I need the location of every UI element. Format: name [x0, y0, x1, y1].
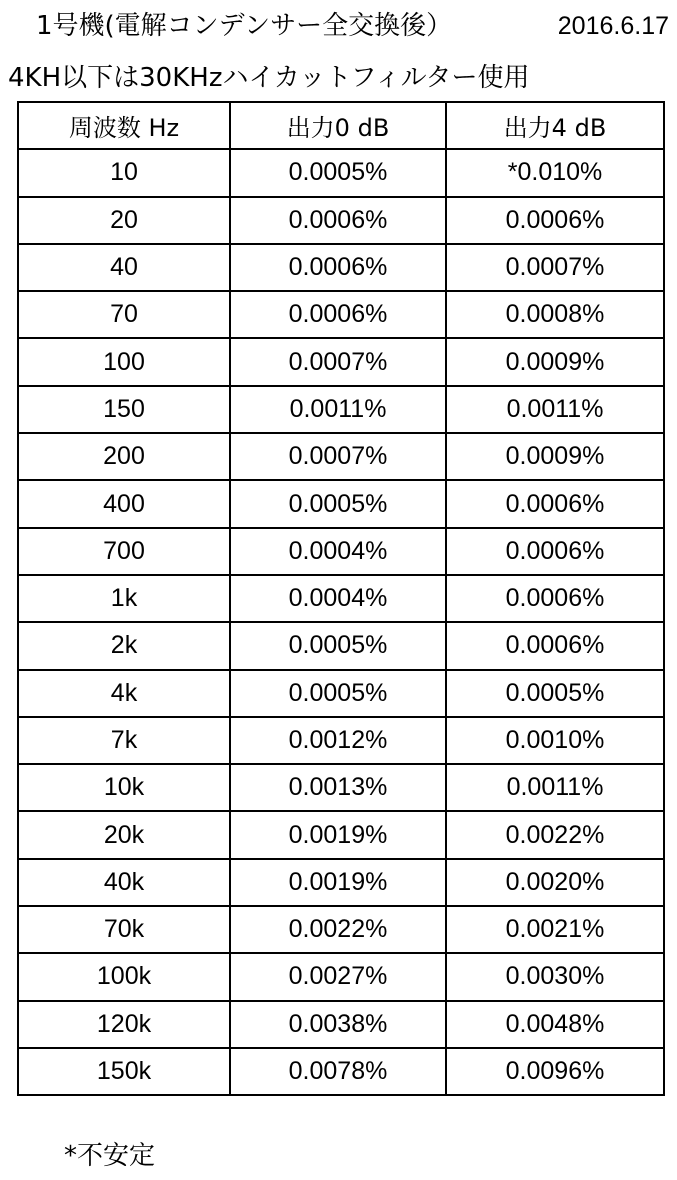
cell-output-0db: 0.0038%	[230, 1001, 446, 1048]
table-row	[18, 1001, 664, 1048]
cell-output-4db: 0.0006%	[446, 197, 664, 244]
cell-output-4db: 0.0006%	[446, 528, 664, 575]
cell-output-0db: 0.0005%	[230, 149, 446, 196]
table-row	[18, 338, 664, 385]
cell-output-4db: 0.0011%	[446, 764, 664, 811]
cell-output-0db: 0.0022%	[230, 906, 446, 953]
cell-output-4db: 0.0009%	[446, 433, 664, 480]
cell-output-0db: 0.0027%	[230, 953, 446, 1000]
table-row	[18, 575, 664, 622]
table-header-row	[18, 102, 664, 149]
cell-frequency: 4k	[18, 670, 230, 717]
cell-frequency: 150k	[18, 1048, 230, 1095]
cell-frequency: 10k	[18, 764, 230, 811]
cell-frequency: 20k	[18, 811, 230, 858]
cell-output-4db: 0.0006%	[446, 575, 664, 622]
column-header-frequency: 周波数 Hz	[18, 102, 230, 149]
document-subtitle: 4KH以下は30KHzハイカットフィルター使用	[8, 63, 530, 93]
cell-frequency: 20	[18, 197, 230, 244]
document-title: 1号機(電解コンデンサー全交換後）	[36, 11, 453, 41]
cell-frequency: 120k	[18, 1001, 230, 1048]
column-header-output-4db: 出力4 dB	[446, 102, 664, 149]
cell-output-0db: 0.0011%	[230, 386, 446, 433]
table-row	[18, 859, 664, 906]
cell-frequency: 100k	[18, 953, 230, 1000]
cell-output-4db: 0.0011%	[446, 386, 664, 433]
cell-output-0db: 0.0006%	[230, 291, 446, 338]
distortion-table	[17, 101, 665, 1096]
cell-frequency: 70k	[18, 906, 230, 953]
table-row	[18, 811, 664, 858]
cell-output-4db: 0.0022%	[446, 811, 664, 858]
cell-output-0db: 0.0004%	[230, 575, 446, 622]
document-date: 2016.6.17	[557, 12, 669, 40]
cell-output-4db: 0.0021%	[446, 906, 664, 953]
table-body	[18, 149, 664, 1095]
cell-output-0db: 0.0007%	[230, 433, 446, 480]
table-row	[18, 149, 664, 196]
cell-output-0db: 0.0006%	[230, 244, 446, 291]
cell-frequency: 2k	[18, 622, 230, 669]
cell-output-4db: 0.0008%	[446, 291, 664, 338]
column-header-output-0db: 出力0 dB	[230, 102, 446, 149]
table-row	[18, 953, 664, 1000]
cell-frequency: 10	[18, 149, 230, 196]
table-row	[18, 622, 664, 669]
table-row	[18, 764, 664, 811]
cell-output-4db: 0.0010%	[446, 717, 664, 764]
cell-output-4db: 0.0030%	[446, 953, 664, 1000]
cell-output-0db: 0.0019%	[230, 811, 446, 858]
cell-output-4db: 0.0007%	[446, 244, 664, 291]
cell-frequency: 200	[18, 433, 230, 480]
cell-output-4db: 0.0006%	[446, 622, 664, 669]
cell-output-4db: 0.0020%	[446, 859, 664, 906]
cell-output-4db: 0.0009%	[446, 338, 664, 385]
cell-frequency: 700	[18, 528, 230, 575]
cell-frequency: 40k	[18, 859, 230, 906]
cell-frequency: 70	[18, 291, 230, 338]
cell-output-0db: 0.0005%	[230, 622, 446, 669]
cell-output-0db: 0.0078%	[230, 1048, 446, 1095]
footnote: *不安定	[64, 1141, 156, 1171]
table-row	[18, 528, 664, 575]
cell-output-4db: 0.0006%	[446, 480, 664, 527]
table-row	[18, 244, 664, 291]
document-header	[0, 6, 677, 46]
cell-output-4db: 0.0005%	[446, 670, 664, 717]
cell-frequency: 150	[18, 386, 230, 433]
table-row	[18, 291, 664, 338]
table-row	[18, 480, 664, 527]
cell-output-0db: 0.0007%	[230, 338, 446, 385]
table-row	[18, 386, 664, 433]
cell-output-0db: 0.0006%	[230, 197, 446, 244]
table-row	[18, 1048, 664, 1095]
table-row	[18, 433, 664, 480]
cell-frequency: 40	[18, 244, 230, 291]
cell-output-0db: 0.0005%	[230, 670, 446, 717]
table-row	[18, 717, 664, 764]
cell-frequency: 1k	[18, 575, 230, 622]
cell-output-0db: 0.0012%	[230, 717, 446, 764]
cell-output-4db: *0.010%	[446, 149, 664, 196]
cell-output-0db: 0.0004%	[230, 528, 446, 575]
cell-frequency: 7k	[18, 717, 230, 764]
cell-frequency: 100	[18, 338, 230, 385]
cell-output-4db: 0.0096%	[446, 1048, 664, 1095]
cell-output-0db: 0.0019%	[230, 859, 446, 906]
table-row	[18, 197, 664, 244]
cell-output-0db: 0.0013%	[230, 764, 446, 811]
cell-frequency: 400	[18, 480, 230, 527]
table-row	[18, 906, 664, 953]
cell-output-4db: 0.0048%	[446, 1001, 664, 1048]
table-row	[18, 670, 664, 717]
cell-output-0db: 0.0005%	[230, 480, 446, 527]
